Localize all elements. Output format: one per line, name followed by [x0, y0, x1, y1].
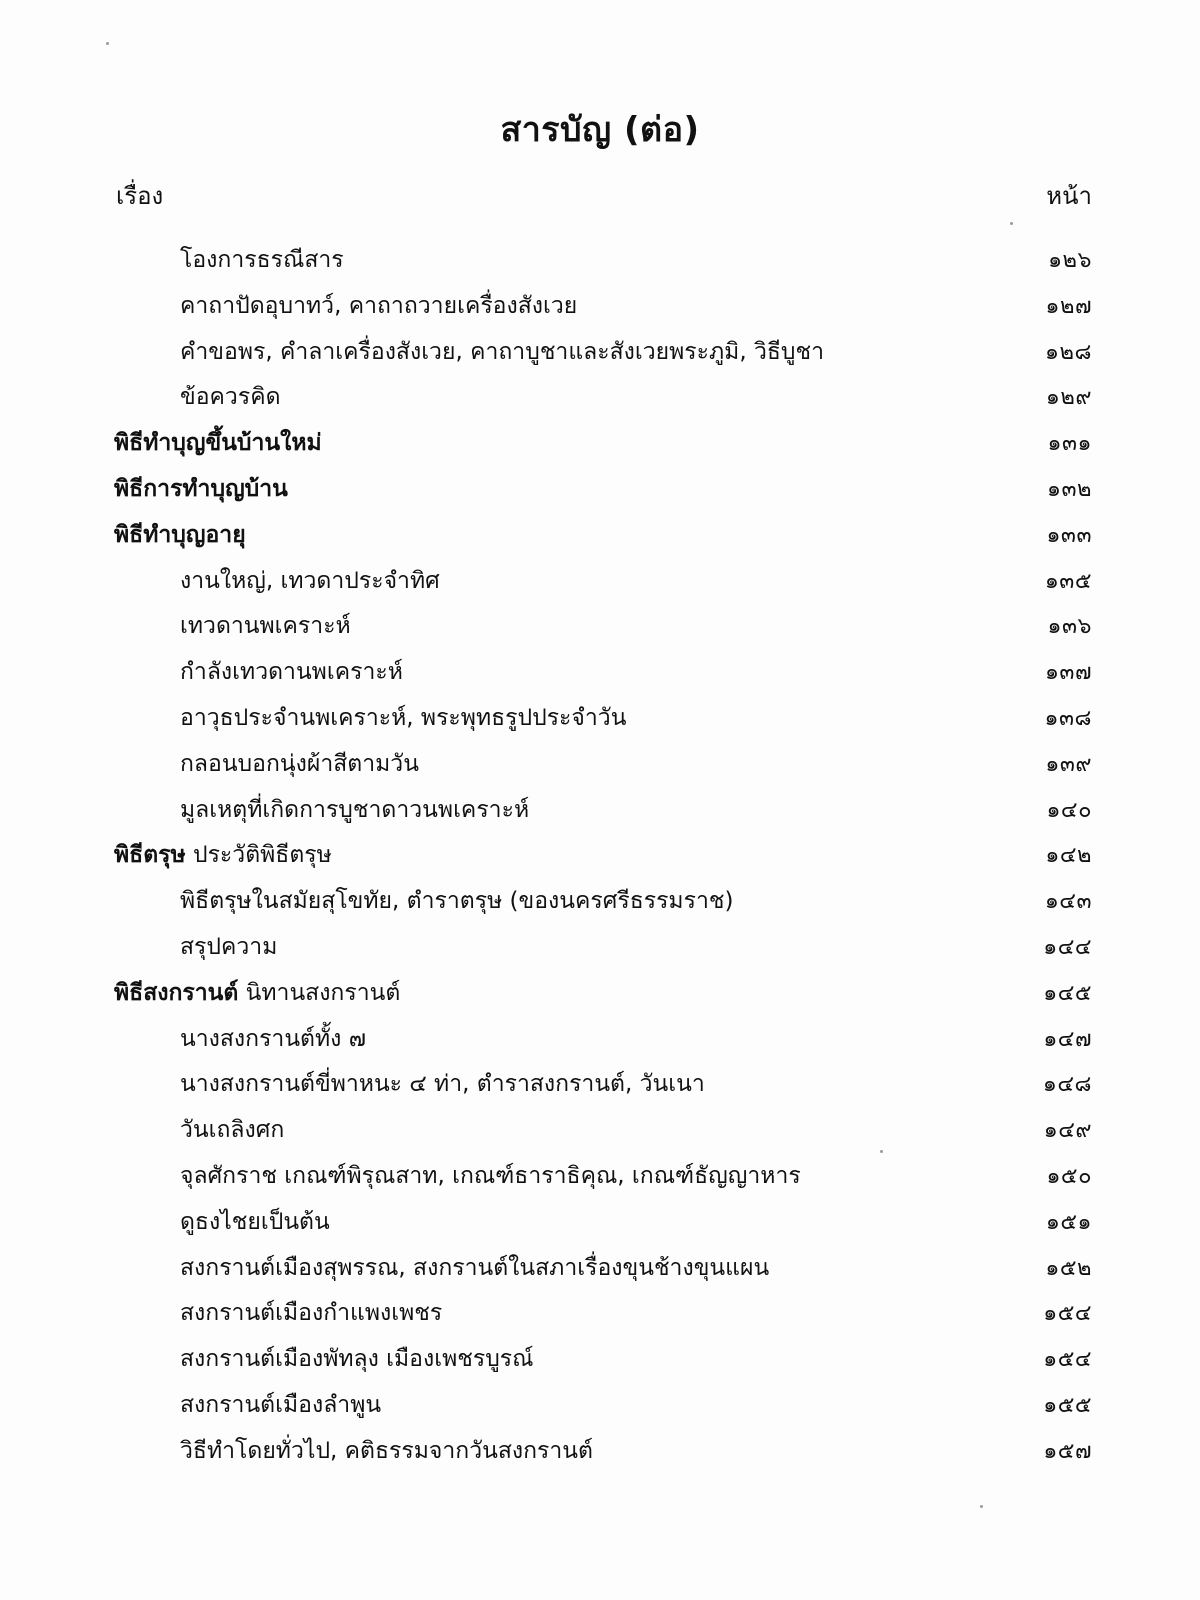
toc-entry-row: [0, 1383, 1200, 1429]
toc-page-number: ๑๒๘: [1045, 339, 1092, 365]
toc-section-heading: พิธีการทำบุญบ้าน: [114, 475, 288, 502]
page-title: สารบัญ (ต่อ): [500, 110, 700, 150]
toc-entry-text: ดูธงไชยเป็นต้น: [180, 1208, 330, 1235]
toc-section-heading: พิธีทำบุญอายุ: [114, 521, 246, 548]
toc-entry-title: [180, 1246, 769, 1292]
toc-entry-row: [0, 559, 1200, 605]
toc-section-heading: พิธีทำบุญขึ้นบ้านใหม่: [114, 430, 322, 457]
toc-entry-text: จุลศักราช เกณฑ์พิรุณสาท, เกณฑ์ธาราธิคุณ, เกณฑ์ธัญญาหาร: [180, 1162, 801, 1189]
toc-entry-title: [180, 1062, 705, 1108]
scan-speck: [106, 42, 109, 45]
toc-entry-row: [0, 925, 1200, 971]
toc-entry-row: [0, 1429, 1200, 1475]
toc-entry-title: [180, 604, 351, 650]
toc-section-row: [0, 513, 1200, 559]
toc-page-number: ๑๔๘: [1042, 1072, 1092, 1098]
toc-entry-row: [0, 1062, 1200, 1108]
table-of-contents: [0, 238, 1200, 1475]
toc-entry-title: [180, 879, 733, 925]
toc-entry-text: สงกรานต์เมืองสุพรรณ, สงกรานต์ในสภาเรื่องขุนช้างขุนแผน: [180, 1254, 770, 1281]
toc-entry-title: [180, 1200, 330, 1246]
toc-entry-title: [180, 1337, 534, 1383]
toc-entry-row: [0, 1246, 1200, 1292]
toc-entry-text: โองการธรณีสาร: [180, 247, 344, 273]
toc-section-heading: พิธีสงกรานต์: [114, 979, 239, 1006]
column-header-page: หน้า: [1046, 182, 1092, 210]
toc-entry-title: [180, 742, 419, 788]
toc-entry-row: [0, 604, 1200, 650]
toc-section-row: [0, 421, 1200, 467]
toc-page-number: ๑๔๙: [1043, 1118, 1092, 1144]
toc-page-number: ๑๓๗: [1044, 660, 1092, 686]
toc-entry-text: นางสงกรานต์ทั้ง ๗: [180, 1025, 366, 1052]
toc-entry-row: [0, 1291, 1200, 1337]
toc-entry-title: [114, 971, 400, 1017]
toc-entry-row: [0, 1154, 1200, 1200]
toc-entry-title: [180, 375, 281, 421]
toc-entry-text: สงกรานต์เมืองพัทลุง เมืองเพชรบูรณ์: [180, 1346, 534, 1373]
toc-entry-text: สงกรานต์เมืองลำพูน: [180, 1391, 382, 1418]
toc-entry-title: [180, 1108, 284, 1154]
toc-entry-title: [180, 559, 440, 605]
scan-speck: [980, 1505, 983, 1508]
toc-entry-title: [180, 1429, 593, 1475]
toc-entry-text: พิธีตรุษในสมัยสุโขทัย, ตำราตรุษ (ของนครศรีธรรมราช): [180, 888, 734, 915]
toc-entry-row: [0, 1108, 1200, 1154]
toc-entry-title: [180, 238, 344, 284]
toc-entry-row: [0, 742, 1200, 788]
toc-entry-row: [0, 1017, 1200, 1063]
toc-entry-text: วิธีทำโดยทั่วไป, คติธรรมจากวันสงกรานต์: [180, 1437, 593, 1464]
toc-page-number: ๑๓๒: [1046, 476, 1092, 502]
toc-entry-title: [180, 696, 626, 742]
toc-page-number: ๑๕๑: [1045, 1209, 1092, 1235]
toc-entry-text: คำขอพร, คำลาเครื่องสังเวย, คาถาบูชาและสังเวยพระภูมิ, วิธีบูชา: [180, 338, 825, 365]
toc-entry-row: [0, 1200, 1200, 1246]
toc-page-number: ๑๔๔: [1043, 934, 1092, 960]
toc-page-number: ๑๓๓: [1046, 522, 1092, 548]
toc-entry-title: [180, 330, 824, 376]
toc-entry-title: [180, 650, 403, 696]
toc-entry-text: วันเถลิงศก: [180, 1117, 285, 1144]
toc-entry-text: เทวดานพเคราะห์: [180, 613, 351, 640]
toc-entry-text: อาวุธประจำนพเคราะห์, พระพุทธรูปประจำวัน: [180, 704, 627, 731]
toc-page-number: ๑๓๙: [1045, 751, 1092, 777]
toc-section-row: [0, 467, 1200, 513]
toc-page-number: ๑๓๖: [1047, 614, 1092, 640]
toc-page-number: ๑๕๕: [1043, 1392, 1092, 1418]
toc-entry-text: ประวัติพิธีตรุษ: [185, 842, 332, 869]
toc-page-number: ๑๒๙: [1045, 385, 1092, 411]
toc-page-number: ๑๓๑: [1047, 431, 1092, 457]
toc-page-number: ๑๓๘: [1044, 705, 1092, 731]
column-header-topic: เรื่อง: [116, 182, 164, 210]
toc-page-number: ๑๔๐: [1046, 797, 1092, 823]
toc-entry-title: [114, 467, 288, 513]
toc-entry-text: กำลังเทวดานพเคราะห์: [180, 659, 403, 686]
toc-entry-row: [0, 696, 1200, 742]
toc-entry-row: [0, 1337, 1200, 1383]
toc-entry-text: นิทานสงกรานต์: [238, 979, 401, 1006]
toc-entry-title: [180, 284, 577, 330]
toc-page-number: ๑๕๒: [1045, 1255, 1092, 1281]
toc-page-number: ๑๕๔: [1043, 1301, 1092, 1327]
toc-entry-text: กลอนบอกนุ่งผ้าสีตามวัน: [180, 750, 419, 777]
toc-page-number: ๑๔๕: [1043, 980, 1092, 1006]
toc-entry-title: [180, 1154, 801, 1200]
toc-page-number: ๑๕๗: [1043, 1438, 1092, 1464]
toc-page-number: ๑๔๗: [1043, 1026, 1092, 1052]
toc-entry-title: [180, 925, 277, 971]
toc-entry-title: [180, 1291, 442, 1337]
toc-entry-row: [0, 330, 1200, 376]
toc-page-number: ๑๕๐: [1046, 1163, 1092, 1189]
toc-entry-row: [0, 879, 1200, 925]
toc-section-row: [0, 971, 1200, 1017]
toc-entry-text: นางสงกรานต์ขี่พาหนะ ๔ ท่า, ตำราสงกรานต์, วันเนา: [180, 1071, 705, 1098]
toc-page-number: ๑๕๔: [1043, 1347, 1092, 1373]
toc-entry-row: [0, 284, 1200, 330]
toc-section-heading: พิธีตรุษ: [114, 842, 186, 869]
toc-entry-row: [0, 238, 1200, 284]
toc-page-number: ๑๒๖: [1048, 248, 1092, 273]
toc-entry-row: [0, 788, 1200, 834]
toc-entry-text: ข้อควรคิด: [180, 384, 281, 411]
toc-entry-title: [180, 1383, 381, 1429]
toc-entry-title: [114, 421, 322, 467]
toc-entry-text: สรุปความ: [180, 933, 278, 960]
toc-page-number: ๑๓๕: [1044, 568, 1092, 594]
toc-section-row: [0, 833, 1200, 879]
toc-page-number: ๑๔๓: [1044, 889, 1092, 915]
toc-entry-text: คาถาปัดอุบาทว์, คาถาถวายเครื่องสังเวย: [180, 292, 578, 319]
toc-page-number: ๑๔๒: [1045, 843, 1092, 869]
toc-entry-title: [180, 788, 529, 834]
toc-entry-row: [0, 375, 1200, 421]
toc-entry-title: [114, 833, 332, 879]
toc-page-number: ๑๒๗: [1045, 293, 1092, 319]
toc-entry-text: สงกรานต์เมืองกำแพงเพชร: [180, 1300, 443, 1327]
toc-entry-row: [0, 650, 1200, 696]
toc-entry-text: มูลเหตุที่เกิดการบูชาดาวนพเคราะห์: [180, 796, 530, 823]
toc-entry-title: [114, 513, 246, 559]
toc-entry-title: [180, 1017, 366, 1063]
toc-entry-text: งานใหญ่, เทวดาประจำทิศ: [180, 567, 440, 594]
scan-speck: [1010, 222, 1013, 225]
